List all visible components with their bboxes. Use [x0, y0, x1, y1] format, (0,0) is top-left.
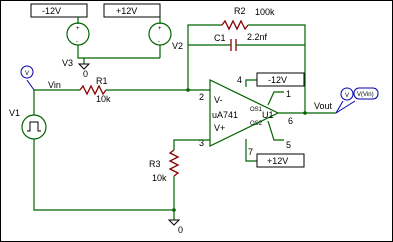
c1-value: 2.2nf	[247, 32, 268, 42]
opamp-u1[interactable]	[199, 73, 304, 167]
junction-dot	[186, 88, 190, 92]
pin1-number: 1	[286, 89, 292, 99]
pin3-number: 3	[199, 138, 205, 148]
neg-rail-label: -12V	[268, 75, 288, 85]
v2-supply[interactable]	[104, 4, 183, 58]
vin-net-label: Vin	[48, 80, 61, 90]
pos-rail-label: +12V	[267, 156, 289, 166]
v3-net-label: -12V	[42, 6, 62, 16]
opamp-os2-label: OS2	[250, 121, 263, 127]
v2-net-label: +12V	[116, 6, 138, 16]
pulse-icon	[27, 122, 41, 131]
vout-probe-text: V	[345, 93, 350, 99]
v2-plus-sign: +	[158, 26, 162, 32]
c1-capacitor[interactable]	[231, 39, 236, 51]
vvin-probe-text: V(Vin)	[357, 92, 374, 98]
opamp-ref-label: U1	[262, 110, 274, 120]
v3-minus-sign: -	[76, 39, 78, 45]
r1-name: R1	[96, 76, 108, 86]
output-net	[278, 88, 378, 115]
opamp-inverting-label: V-	[214, 95, 223, 105]
v3-name: V3	[62, 58, 74, 68]
gnd-junction-dot	[172, 208, 176, 212]
gnd-main-label: 0	[178, 225, 184, 235]
opamp-part-label: uA741	[212, 110, 239, 120]
pin4-number: 4	[237, 75, 243, 85]
v3-plus-sign: +	[76, 26, 80, 32]
pin3-wire	[174, 140, 210, 150]
frame-border	[1, 1, 393, 242]
r1-resistor[interactable]	[80, 86, 106, 94]
v1-source-symbol	[22, 115, 46, 139]
r3-value: 10k	[152, 173, 167, 183]
pin6-number: 6	[288, 116, 294, 126]
r3-branch	[149, 140, 210, 235]
r2-name: R2	[234, 6, 246, 16]
r2-value: 100k	[255, 7, 275, 17]
input-path	[21, 66, 210, 104]
pin2-number: 2	[199, 92, 205, 102]
r1-value: 10k	[96, 94, 111, 104]
pin5-number: 5	[286, 140, 292, 150]
v1-name: V1	[9, 108, 21, 118]
vin-probe-stem	[27, 80, 34, 90]
opamp-os1-label: OS1	[250, 107, 263, 113]
vout-net-label: Vout	[314, 101, 333, 111]
pin7-number: 7	[248, 147, 254, 157]
v2-name: V2	[172, 41, 184, 51]
vvin-probe-stem	[336, 101, 355, 113]
r2-resistor[interactable]	[222, 21, 248, 29]
pin1-wire	[268, 92, 284, 105]
opamp-noninverting-label: V+	[214, 123, 226, 133]
v3-bottom-wire	[78, 45, 160, 58]
v1-pulse-source[interactable]	[9, 90, 174, 210]
gnd-v3-label: 0	[83, 69, 89, 79]
r3-name: R3	[149, 159, 161, 169]
pin4-wire	[246, 80, 257, 87]
vin-probe-text: V	[25, 71, 30, 77]
c1-name: C1	[214, 33, 226, 43]
pin5-wire	[268, 121, 284, 140]
r3-resistor[interactable]	[170, 150, 178, 176]
vout-junction-dot	[303, 111, 307, 115]
v2-minus-sign: -	[158, 39, 160, 45]
